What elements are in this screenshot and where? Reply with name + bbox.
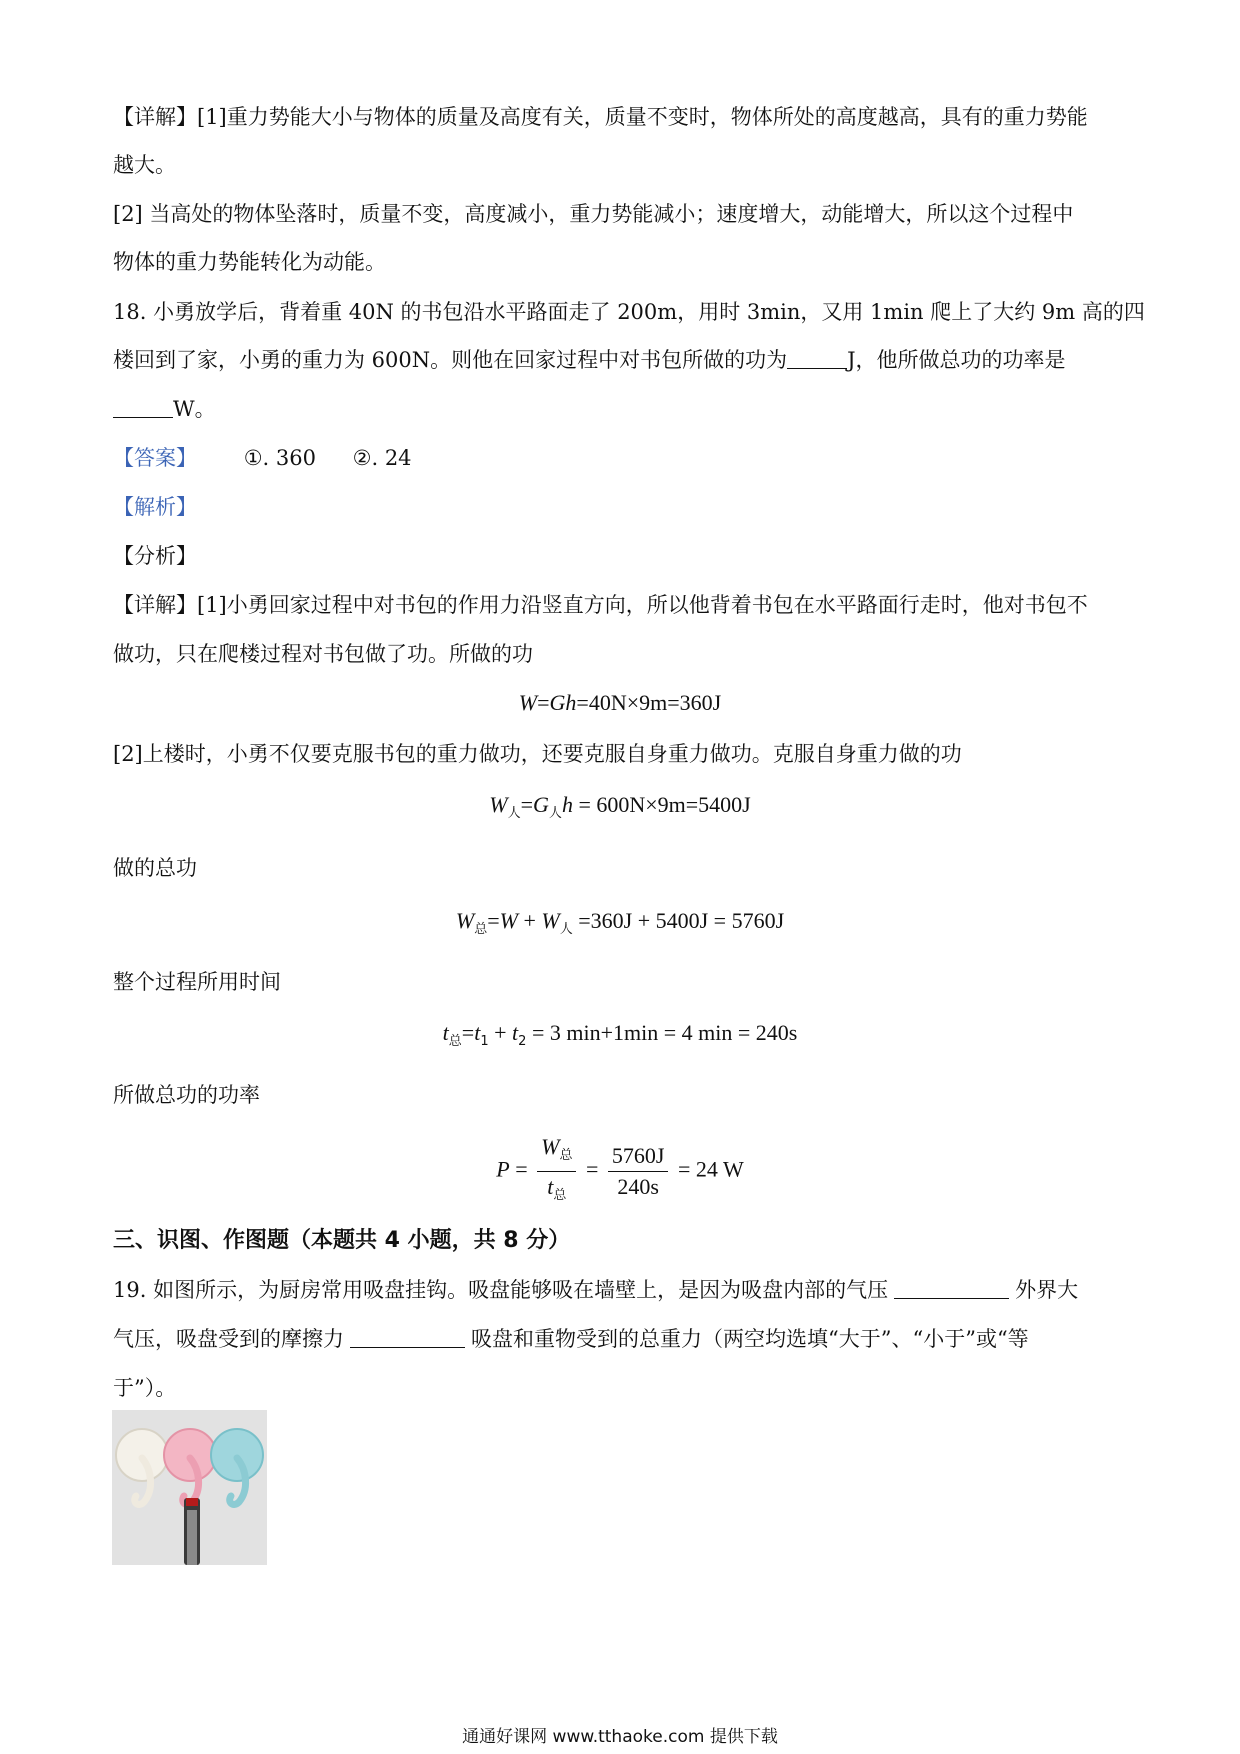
fraction-numeric: $\frac{5760J}{240s}$ [608,1141,669,1202]
suction-hooks-illustration [112,1410,267,1565]
answer-blank-2 [113,397,173,418]
fenxi-label: 【分析】 [113,544,197,568]
page-footer: 通通好课网 www.tthaoke.com 提供下载 [462,1727,778,1747]
suction-hook-image [112,1410,267,1565]
question-19-text: 气压，吸盘受到的摩擦力 吸盘和重物受到的总重力（两空均选填“大于”、“小于”或“等 [113,1327,1029,1351]
equation-power: P = $\frac{W_总}{t_总}$ = $\frac{5760J}{240s}$ = 24 W [0,1132,1240,1211]
question-18-text: 18. 小勇放学后，背着重 40N 的书包沿水平路面走了 200m，用时 3min，又用 1min 爬上了大约 9m 高的四 [113,300,1145,324]
q18-text-post: J，他所做总功的功率是 [847,348,1066,372]
equation-work-person: $W_人=G_人h = 600N\times 9m=5400J$ [489,792,751,821]
equation-total-time: $t_总=t_1 + t_2 = 3$ min+1min = 4 min = 240s [442,1020,798,1049]
section-heading: 三、识图、作图题（本题共 4 小题，共 8 分） [113,1228,571,1253]
detail-line: 越大。 [113,153,176,177]
analysis-label: 【解析】 [113,495,197,519]
detail-line: [2]上楼时，小勇不仅要克服书包的重力做功，还要克服自身重力做功。克服自身重力做的功 [113,742,962,766]
answer-2: ②. 24 [352,446,412,470]
detail-line: 整个过程所用时间 [113,970,281,994]
detail-line: 【详解】[1]小勇回家过程中对书包的作用力沿竖直方向，所以他背着书包在水平路面行走时，他对书包不 [113,593,1088,617]
question-19-text: 于”）。 [113,1376,177,1400]
q18-text-end: W。 [173,397,216,421]
question-18-text [113,394,216,424]
answer-row [113,443,412,473]
detail-line: [2] 当高处的物体坠落时，质量不变，高度减小，重力势能减小；速度增大，动能增大，所以这个过程中 [113,202,1074,226]
answer-1: ①. 360 [243,446,316,470]
question-19-text: 19. 如图所示，为厨房常用吸盘挂钩。吸盘能够吸在墙壁上，是因为吸盘内部的气压 外界大 [113,1278,1079,1302]
answer-label: 【答案】 [113,446,197,470]
equation-total-work: $W_总=W + W_人 =360J + 5400J = 5760J$ [455,908,785,937]
detail-line: 做功，只在爬楼过程对书包做了功。所做的功 [113,642,533,666]
detail-line: 【详解】[1]重力势能大小与物体的质量及高度有关，质量不变时，物体所处的高度越高，具有的重力势能 [113,105,1088,129]
detail-line: 做的总功 [113,856,197,880]
detail-line: 物体的重力势能转化为动能。 [113,250,386,274]
answer-blank-1 [787,348,847,369]
answer-blank-3 [894,1278,1009,1299]
q18-text-pre: 楼回到了家，小勇的重力为 600N。则他在回家过程中对书包所做的功为 [113,348,788,372]
question-18-text [113,345,1066,375]
detail-line: 所做总功的功率 [113,1083,260,1107]
answer-blank-4 [350,1327,465,1348]
equation-work-bag: W=Gh=40N×9m=360J [518,690,722,715]
fraction-symbolic: $\frac{W_总}{t_总}$ [537,1132,576,1211]
